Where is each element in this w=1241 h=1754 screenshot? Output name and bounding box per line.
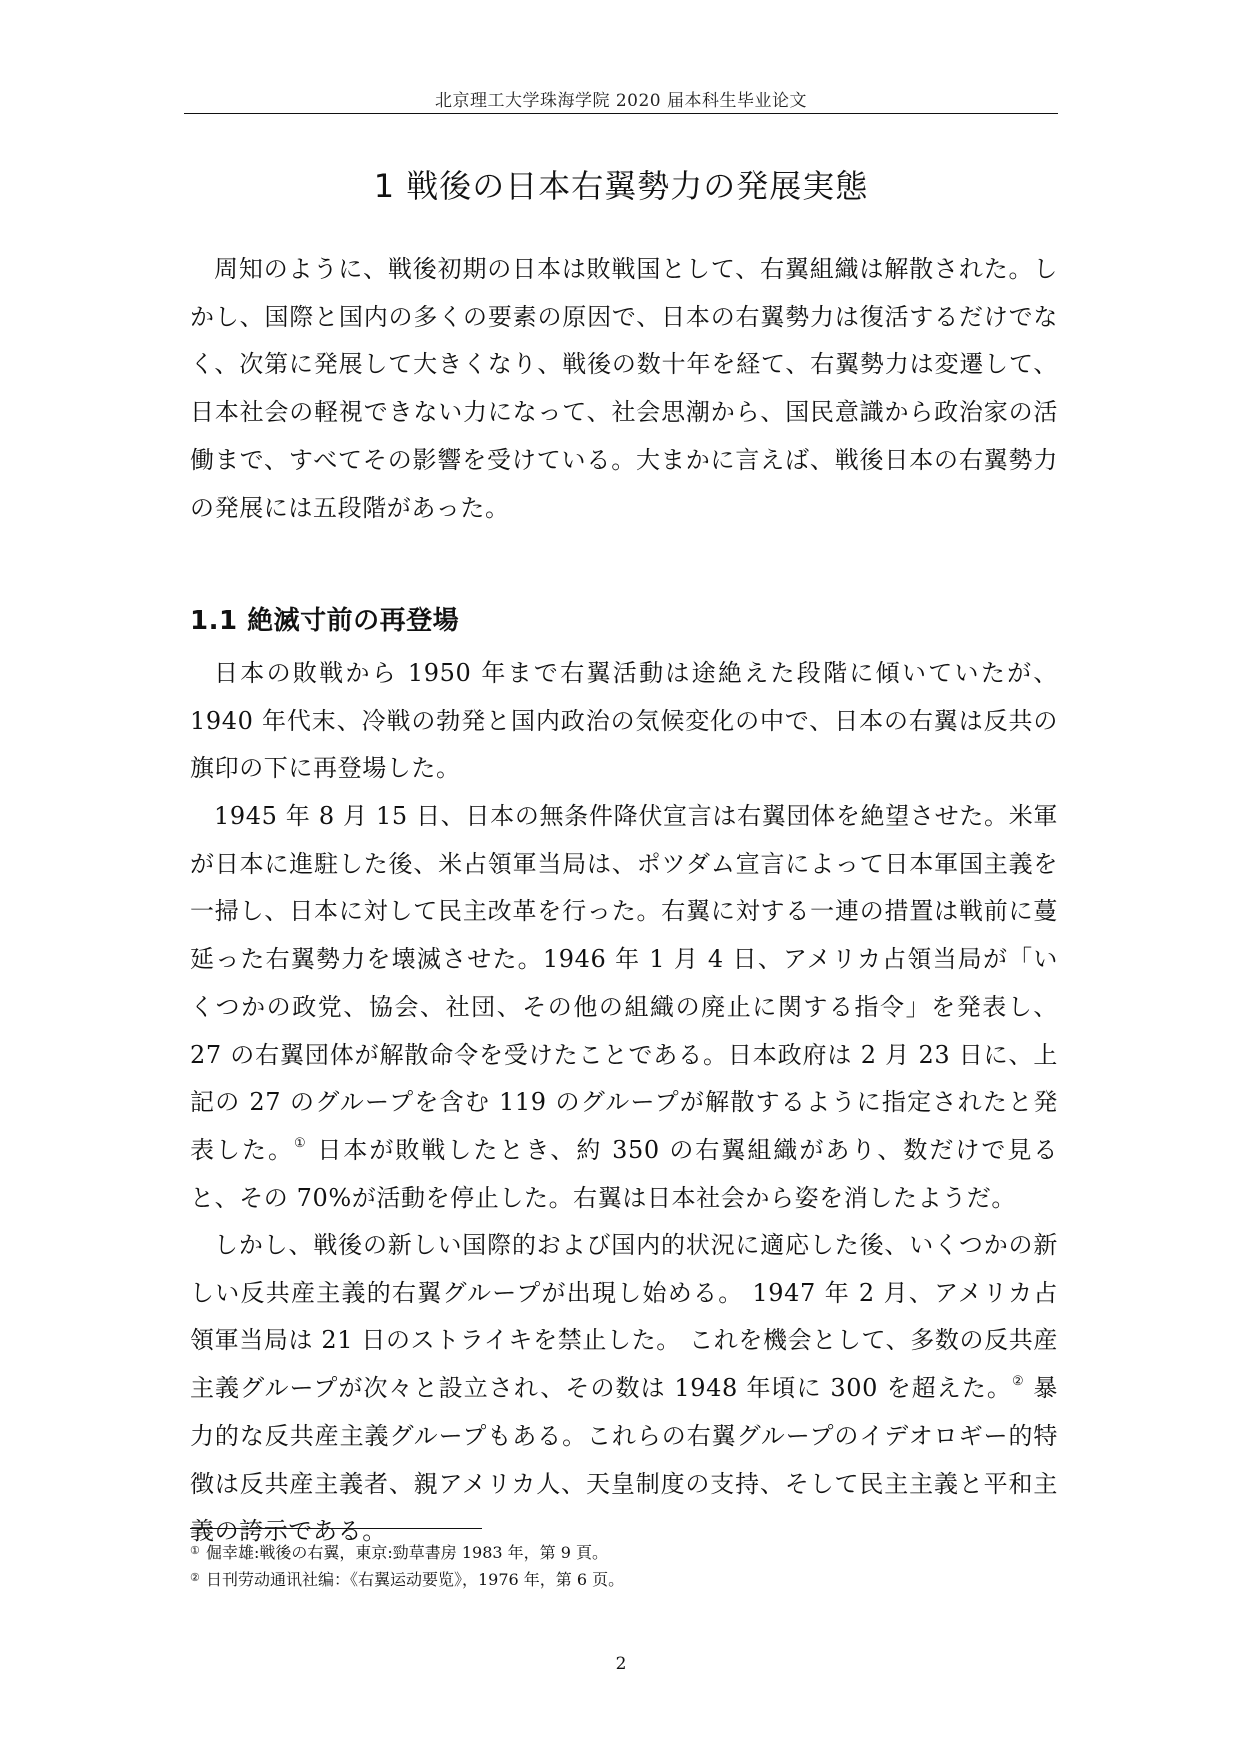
header-rule <box>184 113 1058 114</box>
chapter-title: 1 戦後の日本右翼勢力の発展実態 <box>373 167 869 205</box>
footnote-rule <box>190 1528 482 1529</box>
footnote-item <box>190 1538 1058 1565</box>
footnote-reference-1[interactable]: ① <box>294 1135 308 1151</box>
paragraph-3-text-a: しかし、戦後の新しい国際的および国内的状況に適応した後、いくつかの新しい反共産主義的右翼グループが出現し始める。 1947 年 2 月、アメリカ占領軍当局は 21 日のストライキを禁止した。 これを機会として、多数の反共産主義グループが次々と設立され、その数は 1948 年頃に 300 を超えた。 <box>190 1231 1058 1403</box>
section-title: 1.1 絶滅寸前の再登場 <box>190 606 460 636</box>
footnote-item <box>190 1565 1058 1592</box>
footnote-text: 倔幸雄:戦後の右翼，東京:勁草書房 1983 年，第 9 頁。 <box>206 1543 609 1562</box>
paragraph-3-text-b: 暴力的な反共産主義グループもある。これらの右翼グループのイデオロギー的特徴は反共産主義者、親アメリカ人、天皇制度の支持、そして民主主義と平和主義の誇示である。 <box>190 1374 1058 1546</box>
running-header: 北京理工大学珠海学院 2020 届本科生毕业论文 <box>434 91 808 111</box>
footnote-mark: ② <box>190 1571 200 1584</box>
chapter-intro-paragraph: 周知のように、戦後初期の日本は敗戦国として、右翼組織は解散された。しかし、国際と国内の多くの要素の原因で、日本の右翼勢力は復活するだけでなく、次第に発展して大きくなり、戦後の数十年を経て、右翼勢力は変遷して、日本社会の軽視できない力になって、社会思潮から、国民意識から政治家の活働まで、すべてその影響を受けている。大まかに言えば、戦後日本の右翼勢力の発展には五段階があった。 <box>190 255 1058 522</box>
footnote-reference-2[interactable]: ② <box>1011 1374 1025 1390</box>
paragraph-2-text-b: 日本が敗戦したとき、約 350 の右翼組織があり、数だけで見ると、その 70%が活動を停止した。右翼は日本社会から姿を消したようだ。 <box>190 1135 1058 1212</box>
section-paragraph-2 <box>190 793 1058 1222</box>
footnotes-list <box>190 1538 1058 1592</box>
section-paragraph-1: 日本の敗戦から 1950 年まで右翼活動は途絶えた段階に傾いていたが、1940 年代末、冷戦の勃発と国内政治の気候変化の中で、日本の右翼は反共の旗印の下に再登場した。 <box>190 659 1058 783</box>
page-number: 2 <box>615 1654 627 1674</box>
footnote-mark: ① <box>190 1544 200 1557</box>
section-paragraph-3 <box>190 1222 1058 1556</box>
paragraph-2-text-a: 1945 年 8 月 15 日、日本の無条件降伏宣言は右翼団体を絶望させた。米軍が日本に進駐した後、米占領軍当局は、ポツダム宣言によって日本軍国主義を一掃し、日本に対して民主改革を行った。右翼に対する一連の措置は戦前に蔓延った右翼勢力を壊滅させた。1946 年 1 月 4 日、アメリカ占領当局が「いくつかの政党、協会、社団、その他の組織の廃止に関する指令」を発表し、27 の右翼団体が解散命令を受けたことである。日本政府は 2 月 23 日に、上記の 27 のグループを含む 119 のグループが解散するように指定されたと発表した。 <box>190 802 1058 1164</box>
footnote-text: 日刊劳动通讯社编：《右翼运动要览》，1976 年，第 6 页。 <box>206 1570 625 1589</box>
